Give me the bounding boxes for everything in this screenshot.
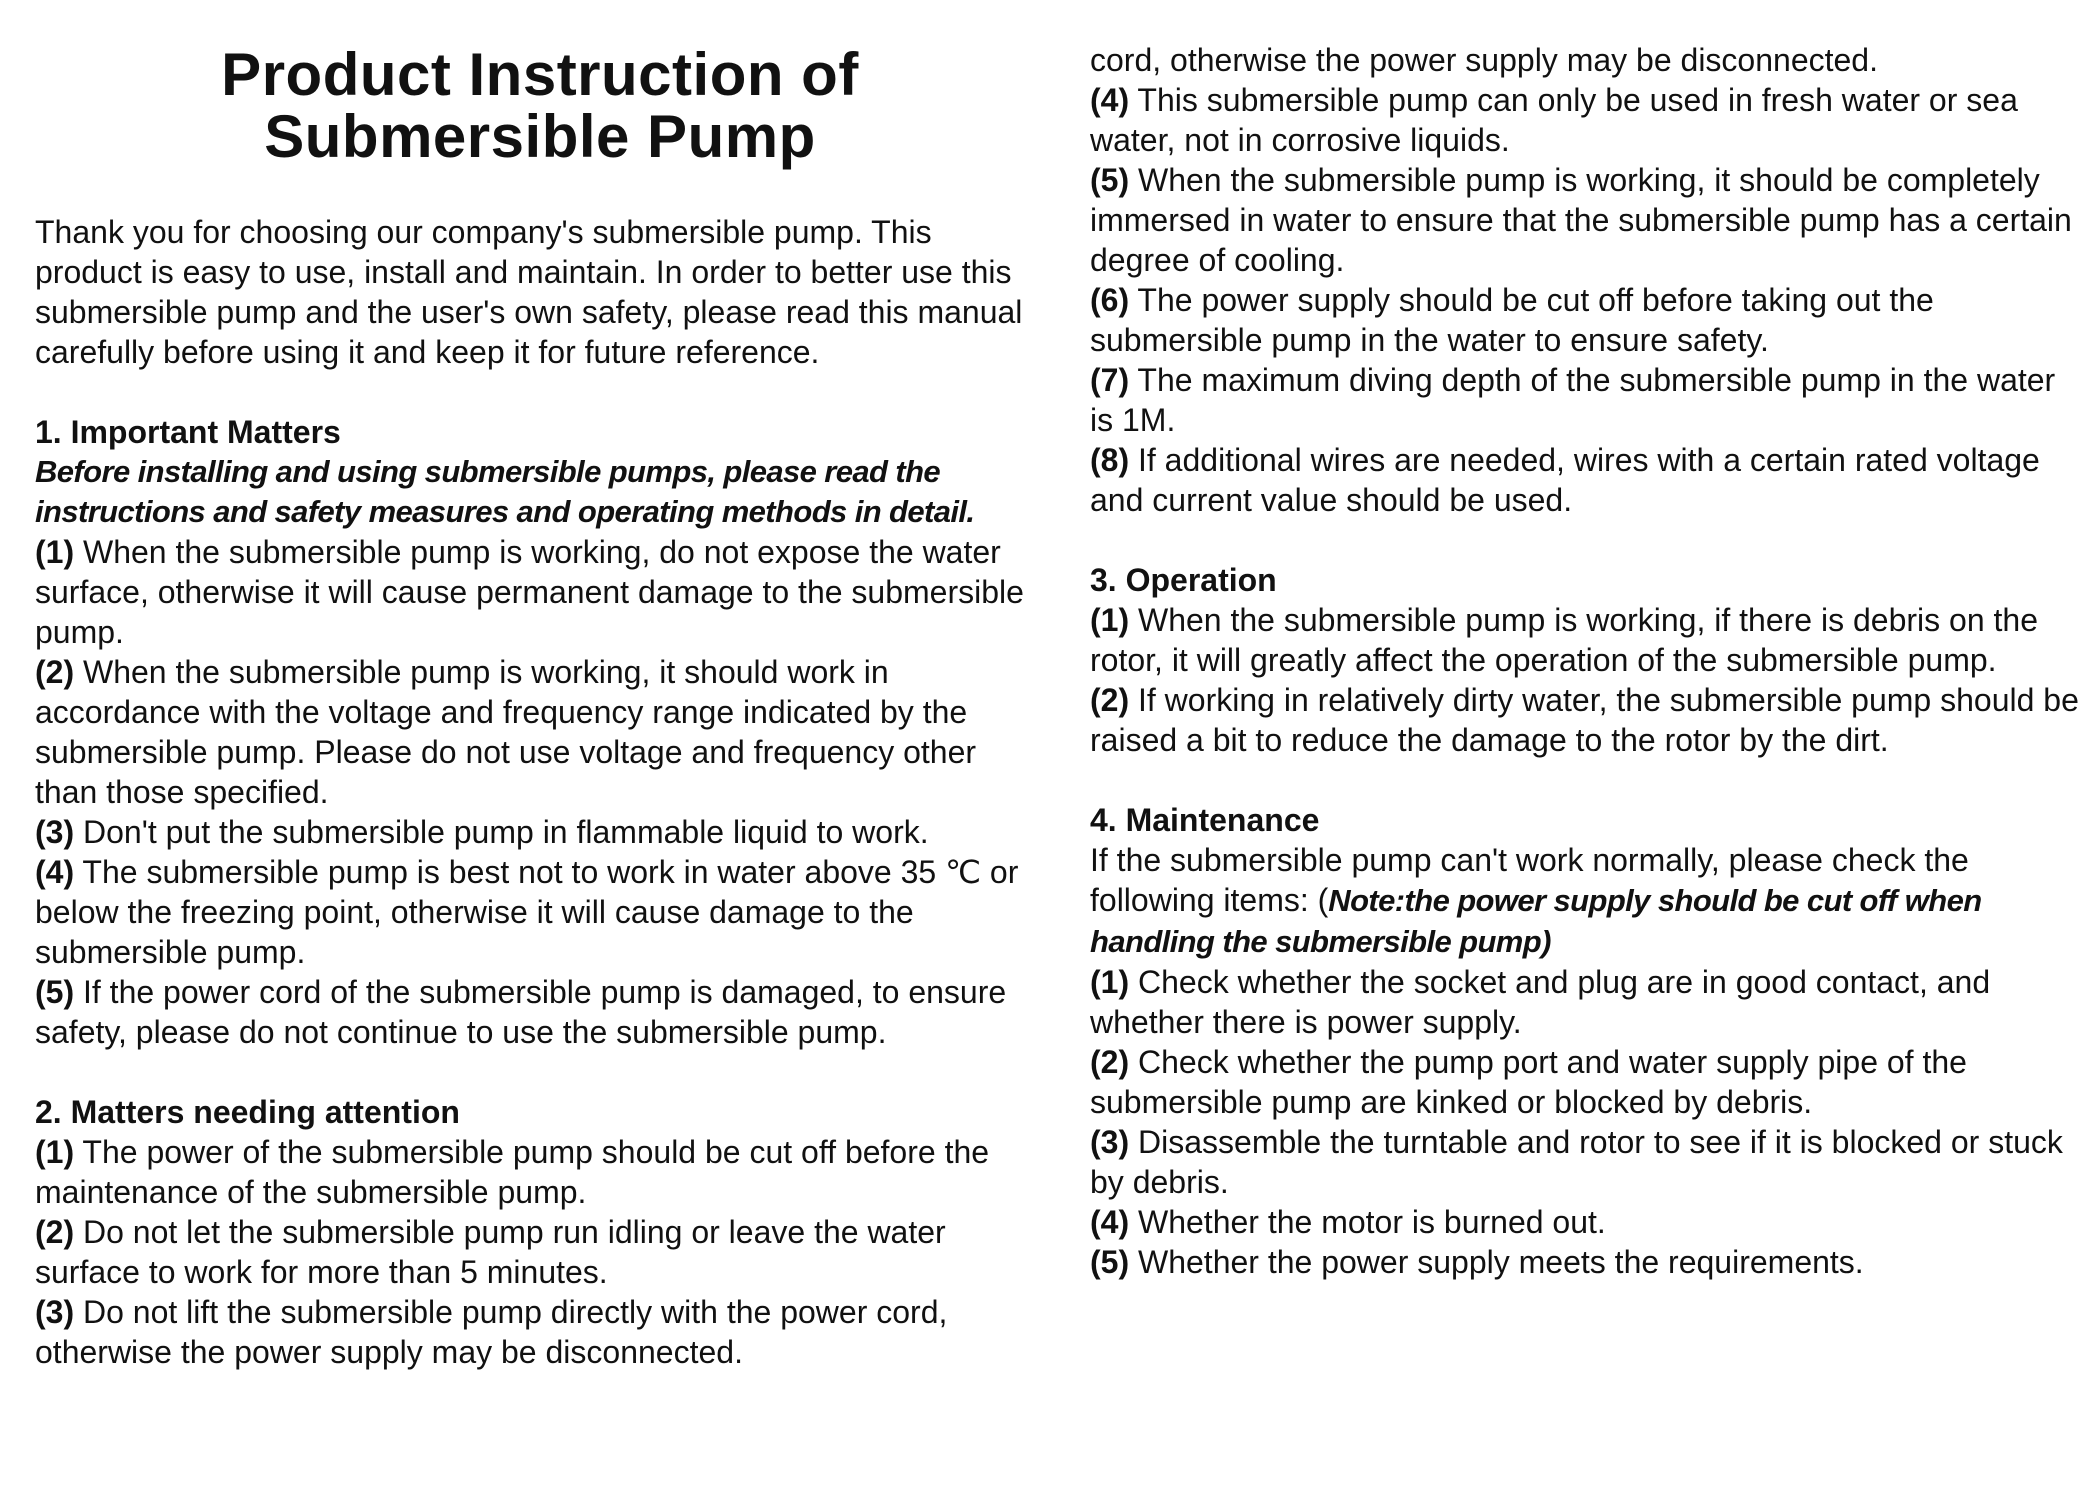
item-number: (4) [1090,1204,1130,1240]
list-item [1090,600,2080,680]
item-number: (8) [1090,442,1130,478]
left-column [35,0,1045,1372]
list-item [1090,80,2080,160]
item-number: (2) [35,1214,75,1250]
item-number: (1) [1090,602,1130,638]
item-text: Do not lift the submersible pump directly with the power cord, otherwise the power supply may be disconnected. [35,1294,948,1370]
item-number: (3) [1090,1124,1130,1160]
list-item [35,652,1045,812]
item-number: (6) [1090,282,1130,318]
maintenance-intro-text: If the submersible pump can't work normally, please check the following items: ( [1090,842,1969,918]
item-number: (3) [35,1294,75,1330]
list-item [1090,1242,2080,1282]
right-column [1090,40,2080,1282]
list-item [1090,160,2080,280]
item-number: (7) [1090,362,1130,398]
section-heading: 4. Maintenance [1090,802,1320,838]
item-text: Disassemble the turntable and rotor to see if it is blocked or stuck by debris. [1090,1124,2063,1200]
page-title [35,0,1045,168]
item-number: (2) [1090,1044,1130,1080]
item-text: This submersible pump can only be used in fresh water or sea water, not in corrosive liquids. [1090,82,2018,158]
item-number: (2) [35,654,75,690]
item-text: If the power cord of the submersible pump is damaged, to ensure safety, please do not continue to use the submersible pump. [35,974,1007,1050]
list-item [35,1212,1045,1292]
section-matters-needing-attention [35,1092,1045,1372]
item-text: The submersible pump is best not to work in water above 35 ℃ or below the freezing point, otherwise it will cause damage to the submersible pump. [35,854,1019,970]
continued-text: cord, otherwise the power supply may be disconnected. [1090,42,1878,78]
list-item [35,1292,1045,1372]
item-text: When the submersible pump is working, it should be completely immersed in water to ensure that the submersible pump has a certain degree of cooling. [1090,162,2072,278]
item-text: When the submersible pump is working, if there is debris on the rotor, it will greatly affect the operation of the submersible pump. [1090,602,2038,678]
item-number: (5) [1090,162,1130,198]
item-text: When the submersible pump is working, it should work in accordance with the voltage and frequency range indicated by the submersible pump. Please do not use voltage and frequency other than those specified. [35,654,977,810]
list-item [35,1132,1045,1212]
item-number: (1) [35,534,75,570]
list-item [1090,440,2080,520]
list-item [1090,1122,2080,1202]
item-text: Do not let the submersible pump run idling or leave the water surface to work for more than 5 minutes. [35,1214,946,1290]
section-maintenance [1090,800,2080,1282]
item-text: The power of the submersible pump should be cut off before the maintenance of the submersible pump. [35,1134,990,1210]
list-item [1090,680,2080,760]
list-item [1090,360,2080,440]
item-text: The maximum diving depth of the submersible pump in the water is 1M. [1090,362,2056,438]
item-number: (4) [35,854,75,890]
item-number: (2) [1090,682,1130,718]
list-item [1090,280,2080,360]
title-line-2: Submersible Pump [264,103,816,170]
item-text: Don't put the submersible pump in flammable liquid to work. [74,814,929,850]
item-text: Check whether the pump port and water supply pipe of the submersible pump are kinked or blocked by debris. [1090,1044,1967,1120]
section-lead: Before installing and using submersible pumps, please read the instructions and safety measures and operating methods in detail. [35,454,975,529]
list-item [35,532,1045,652]
list-item [1090,962,2080,1042]
intro-paragraph: Thank you for choosing our company's submersible pump. This product is easy to use, install and maintain. In order to better use this submersible pump and the user's own safety, please read this manual carefully before using it and keep it for future reference. [35,214,1023,370]
section-heading: 2. Matters needing attention [35,1094,460,1130]
list-item [35,972,1045,1052]
item-number: (4) [1090,82,1130,118]
item-text: If additional wires are needed, wires with a certain rated voltage and current value should be used. [1090,442,2040,518]
item-text: Check whether the socket and plug are in good contact, and whether there is power supply. [1090,964,1991,1040]
item-number: (1) [35,1134,75,1170]
list-item [1090,1042,2080,1122]
section-important-matters [35,412,1045,1052]
section-heading: 1. Important Matters [35,414,341,450]
item-text: If working in relatively dirty water, the submersible pump should be raised a bit to reduce the damage to the rotor by the dirt. [1090,682,2079,758]
item-text: Whether the power supply meets the requirements. [1129,1244,1864,1280]
maintenance-intro [1090,840,2080,962]
item-text: When the submersible pump is working, do not expose the water surface, otherwise it will cause permanent damage to the submersible pump. [35,534,1024,650]
section-heading: 3. Operation [1090,562,1277,598]
item-text: Whether the motor is burned out. [1129,1204,1606,1240]
list-item [35,812,1045,852]
item-number: (5) [35,974,75,1010]
section-operation [1090,560,2080,760]
title-line-1: Product Instruction of [221,41,859,108]
list-item [35,852,1045,972]
maintenance-note: Note:the power supply should be cut off when handling the submersible pump) [1090,883,1982,959]
item-text: The power supply should be cut off before taking out the submersible pump in the water to ensure safety. [1090,282,1934,358]
list-item [1090,1202,2080,1242]
item-number: (1) [1090,964,1130,1000]
item-number: (3) [35,814,75,850]
item-number: (5) [1090,1244,1130,1280]
